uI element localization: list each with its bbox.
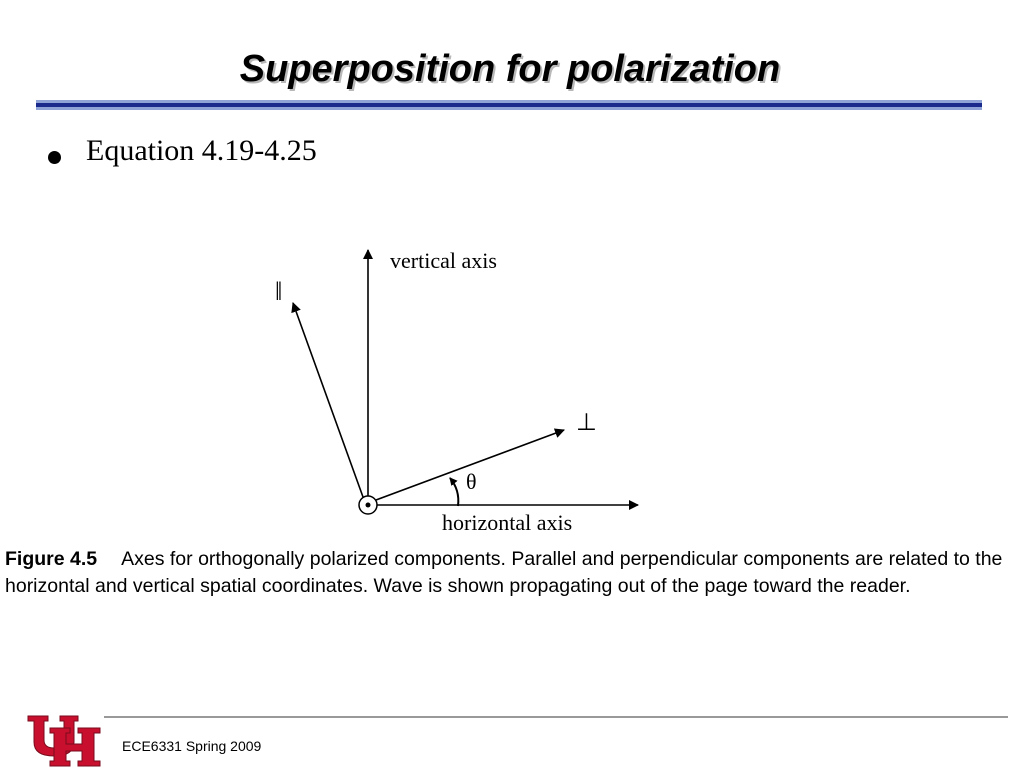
propagation-dot-icon — [366, 503, 371, 508]
uh-logo-icon — [26, 714, 102, 768]
title-divider — [36, 100, 982, 112]
figure-caption — [5, 546, 1017, 600]
bullet-text: Equation 4.19-4.25 — [86, 134, 317, 167]
figure-caption-text: Axes for orthogonally polarized components. Parallel and perpendicular components are related to the horizontal and vertical spatial coordinates. Wave is shown propagating out of the page toward the reader. — [5, 548, 1003, 597]
polarization-axes-diagram — [250, 230, 690, 540]
slide-title: Superposition for polarization — [239, 48, 781, 90]
parallel-component-arrow — [293, 303, 363, 497]
figure-label: Figure 4.5 — [5, 548, 98, 570]
bullet-dot-icon — [48, 151, 61, 164]
footer-course-label: ECE6331 Spring 2009 — [122, 738, 262, 754]
parallel-symbol: ‖ — [275, 277, 283, 306]
theta-symbol: θ — [466, 469, 477, 494]
horizontal-axis-label: horizontal axis — [442, 510, 573, 535]
footer-divider — [104, 716, 1008, 718]
perpendicular-symbol: ⊥ — [576, 410, 597, 436]
vertical-axis-label: vertical axis — [390, 248, 497, 273]
theta-angle-arc — [450, 478, 458, 506]
